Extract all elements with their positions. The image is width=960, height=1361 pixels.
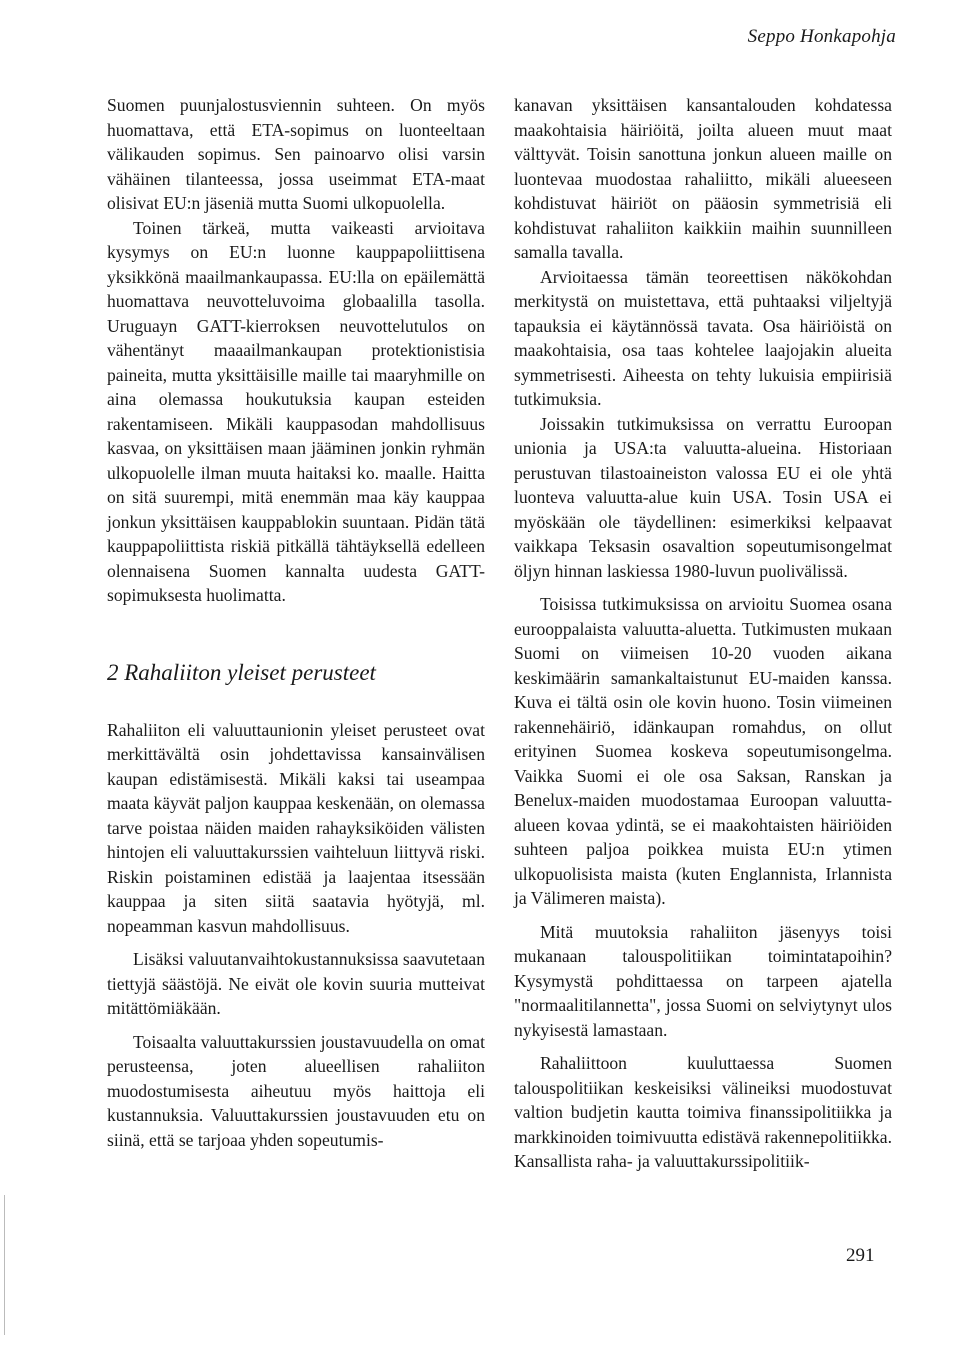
- running-head: Seppo Honkapohja: [747, 26, 896, 47]
- right-column: [514, 93, 892, 1174]
- paragraph: Mitä muutoksia rahaliiton jäsenyys toisi mukanaan talouspolitiikan toimintatapoihin? Kysymystä pohdittaessa on tarpeen ajatella "normaalitilannetta", jossa Suomi on selviytynyt ulos nykyisestä lamastaan.: [514, 921, 892, 1040]
- left-column: [107, 93, 485, 1152]
- paragraph: Rahaliiton eli valuuttaunionin yleiset perusteet ovat merkittävältä osin johdettavissa kansainvälisen kaupan edistämisestä. Mikäli kaksi tai useampaa maata käyvät paljon kauppaa keskenään, on olemassa tarve poistaa näiden maiden rahayksiköiden välisten hintojen eli valuuttakurssien vaihteluun liittyvä riski. Riskin poistaminen edistää ja laajentaa itsessään kauppaa ja siten siitä saatavia hyötyjä, ml. nopeamman kasvun mahdollisuus.: [107, 719, 485, 936]
- margin-rule: [4, 1195, 5, 1335]
- paragraph: kanavan yksittäisen kansantalouden kohdatessa maakohtaisia häiriöitä, joilta alueen muut maat välttyvät. Toisin sanottuna jonkun alueen maille on luontevaa muodostaa rahaliitto, mikäli alueeseen kohdistuvat häiriöt on pääosin symmetrisiä eli kohdistuvat rahaliiton kaikkiin maihin suunnilleen samalla tavalla.: [514, 95, 892, 262]
- paragraph: Joissakin tutkimuksissa on verrattu Euroopan unionia ja USA:ta valuutta-alueina. Historiaan perustuvan tilastoaineiston valossa EU ei ole yhtä luonteva valuutta-alue kuin USA. Tosin USA ei myöskään ole täydellinen: esimerkiksi kelpaavat vaikkapa Teksasin osavaltion sopeutumisongelmat öljyn hinnan laskiessa 1980-luvun puolivälissä.: [514, 413, 892, 581]
- page-number: 291: [846, 1245, 875, 1266]
- paragraph: Toisissa tutkimuksissa on arvioitu Suomea osana eurooppalaista valuutta-aluetta. Tutkimusten mukaan Suomi on viimeisen 10-20 vuoden aikana keskimäärin samankaltaistunut EU-maiden kanssa. Kuva ei tältä osin ole kovin huono. Tosin viimeinen rakennehäiriö, idänkaupan romahdus, on ollut erityinen Suomea koskeva sopeutumisongelma. Vaikka Suomi ei ole osa Saksan, Ranskan ja Benelux-maiden muodostamaa Euroopan valuutta-alueen kovaa ydintä, se ei maakohtaisten häiriöiden suhteen paljoa poikkea muista EU:n ytimen ulkopuolisista maista (kuten Englannista, Irlannista ja Välimeren maista).: [514, 594, 892, 908]
- paragraph: Lisäksi valuutanvaihtokustannuksissa saavutetaan tiettyjä säästöjä. Ne eivät ole kovin suuria mutteivat mitättömiäkään.: [107, 949, 485, 1018]
- section-heading: 2 Rahaliiton yleiset perusteet: [107, 659, 376, 685]
- paragraph: Suomen puunjalostusviennin suhteen. On myös huomattava, että ETA-sopimus on luonteeltaan välikauden sopimus. Sen painoarvo olisi varsin vähäinen tilanteessa, jossa useimmat ETA-maat olisivat EU:n jäseniä mutta Suomi ulkopuolella.: [107, 95, 485, 213]
- paragraph: Toisaalta valuuttakurssien joustavuudella on omat perusteensa, joten alueellisen rahaliiton muodostumisesta aiheutuu myös haittoja eli kustannuksia. Valuuttakurssien joustavuuden etu on siinä, että se tarjoaa yhden sopeutumis-: [107, 1031, 485, 1150]
- paragraph: Arvioitaessa tämän teoreettisen näkökohdan merkitystä on muistettava, että puhtaaksi viljeltyjä tapauksia ei käytännössä tavata. Osa häiriöistä on maakohtaisia, osa taas kohtelee laajojakin alueita symmetrisesti. Aiheesta on tehty lukuisia empiirisiä tutkimuksia.: [514, 266, 892, 409]
- paragraph: Rahaliittoon kuuluttaessa Suomen talouspolitiikan keskeisiksi välineiksi muodostuvat valtion budjetin kautta toimiva finanssipolitiikka ja markkinoiden toimivuutta edistävä rakennepolitiikka. Kansallista raha- ja valuuttakurssipolitiik-: [514, 1053, 892, 1171]
- paragraph: Toinen tärkeä, mutta vaikeasti arvioitava kysymys on EU:n luonne kauppapoliittisena yksikkönä maailmankaupassa. EU:lla on epäilemättä huomattava neuvotteluvoima globaalilla tasolla. Uruguayn GATT-kierroksen neuvottelutulos on vähentänyt maaailmankaupan protektionistisia paineita, mutta yksittäisille maille tai maaryhmille on aina olemassa houkutuksia kaupan esteiden rakentamiseen. Mikäli kauppasodan mahdollisuus kasvaa, on yksittäisen maan jääminen jonkin ryhmän ulkopuolelle ilman muuta haitaksi ko. maalle. Haitta on sitä suurempi, mitä enemmän maa käy kauppaa jonkun yksittäisen kauppablokin suuntaan. Pidän tätä kauppapoliittista riskiä pitkällä tähtäyksellä edelleen olennaisena Suomen kannalta uudesta GATT-sopimuksesta huolimatta.: [107, 217, 485, 605]
